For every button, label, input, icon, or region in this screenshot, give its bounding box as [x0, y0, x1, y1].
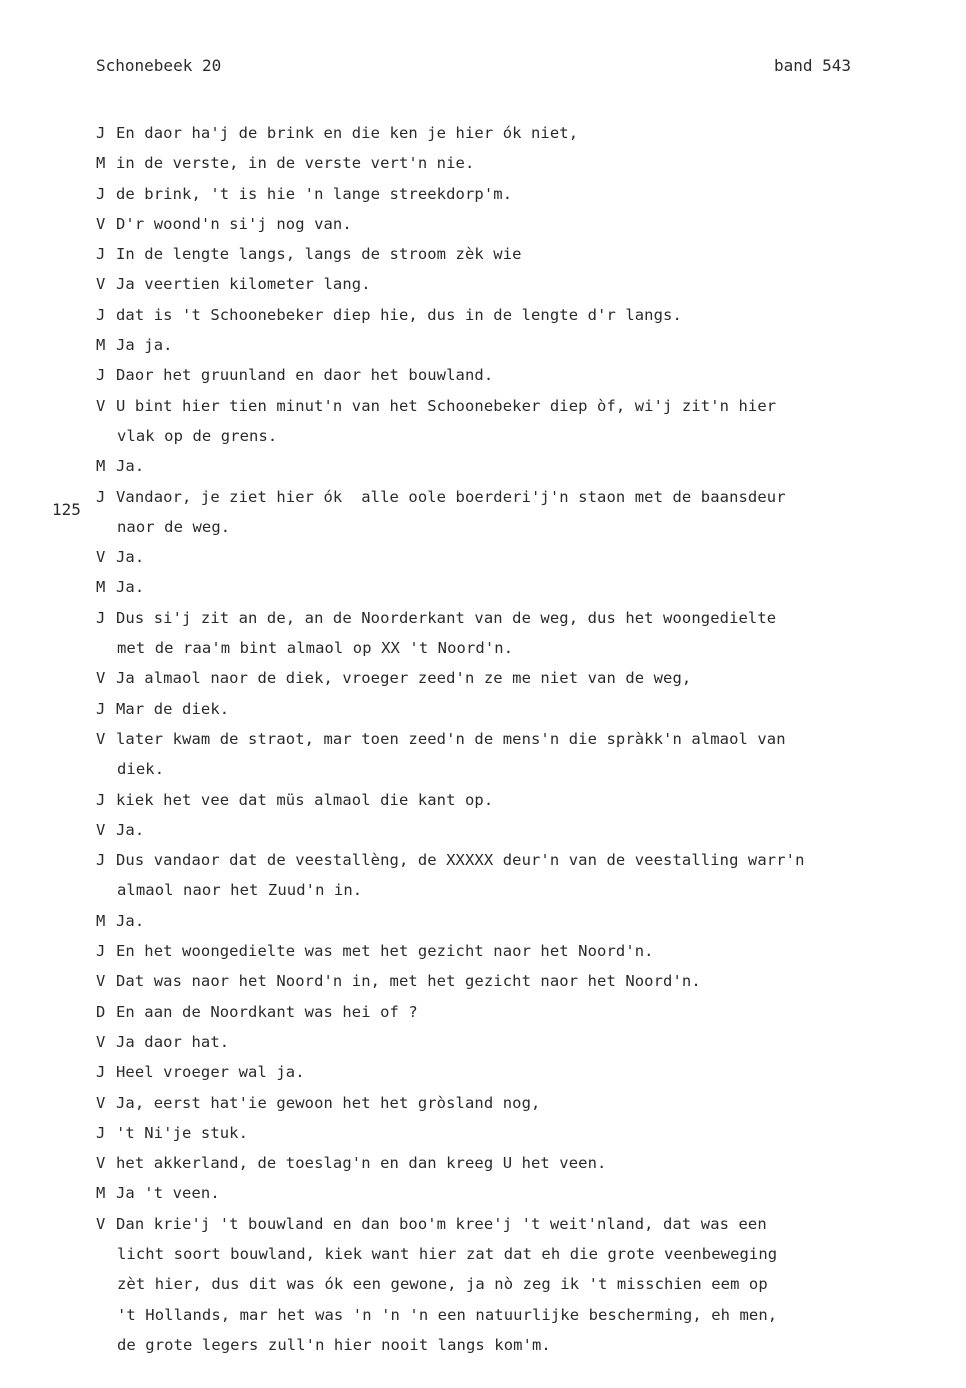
speaker-label: J	[96, 305, 106, 324]
transcript-line	[96, 179, 896, 209]
utterance-text: Vandaor, je ziet hier ók alle oole boerderi'j'n staon met de baansdeur	[116, 487, 786, 506]
utterance-text: Ja.	[116, 820, 145, 839]
utterance-text: Ja.	[116, 911, 145, 930]
utterance-text: In de lengte langs, langs de stroom zèk wie	[116, 245, 522, 264]
utterance-text: Dus vandaor dat de veestallèng, de XXXXX deur'n van de veestalling warr'n	[116, 851, 805, 870]
transcript-line	[96, 512, 896, 542]
speaker-label: M	[96, 911, 106, 930]
speaker-label: V	[96, 1093, 106, 1112]
transcript-line	[96, 875, 896, 905]
transcript-line	[96, 330, 896, 360]
transcript-line	[96, 754, 896, 784]
transcript-line	[96, 663, 896, 693]
utterance-text: de grote legers zull'n hier nooit langs kom'm.	[117, 1335, 551, 1354]
utterance-text: Ja almaol naor de diek, vroeger zeed'n ze me niet van de weg,	[116, 669, 692, 688]
utterance-text: Daor het gruunland en daor het bouwland.	[116, 366, 494, 385]
utterance-text: het akkerland, de toeslag'n en dan kreeg U het veen.	[116, 1154, 607, 1173]
speaker-label: V	[96, 1214, 106, 1233]
utterance-text: Heel vroeger wal ja.	[116, 1063, 305, 1082]
transcript-line	[96, 1239, 896, 1269]
transcript	[96, 118, 896, 1360]
transcript-line	[96, 421, 896, 451]
utterance-text: D'r woond'n si'j nog van.	[116, 214, 352, 233]
transcript-line	[96, 1330, 896, 1360]
utterance-text: 't Ni'je stuk.	[116, 1123, 249, 1142]
utterance-text: met de raa'm bint almaol op XX 't Noord'n.	[117, 639, 514, 658]
speaker-label: J	[96, 942, 106, 961]
transcript-line	[96, 1178, 896, 1208]
speaker-label: M	[96, 336, 106, 355]
speaker-label: M	[96, 1184, 106, 1203]
utterance-text: Ja.	[116, 578, 145, 597]
utterance-text: Ja.	[116, 548, 145, 567]
transcript-line	[96, 724, 896, 754]
speaker-label: J	[96, 245, 106, 264]
transcript-line	[96, 936, 896, 966]
transcript-line	[96, 906, 896, 936]
transcript-line	[96, 845, 896, 875]
utterance-text: Ja.	[116, 457, 145, 476]
speaker-label: J	[96, 487, 106, 506]
transcript-line	[96, 269, 896, 299]
utterance-text: Ja, eerst hat'ie gewoon het het gròsland nog,	[116, 1093, 541, 1112]
transcript-line	[96, 966, 896, 996]
speaker-label: J	[96, 608, 106, 627]
utterance-text: zèt hier, dus dit was ók een gewone, ja nò zeg ik 't misschien eem op	[117, 1275, 768, 1294]
utterance-text: Ja ja.	[116, 336, 173, 355]
utterance-text: Dat was naor het Noord'n in, met het gezicht naor het Noord'n.	[116, 972, 701, 991]
utterance-text: U bint hier tien minut'n van het Schoonebeker diep òf, wi'j zit'n hier	[116, 396, 777, 415]
speaker-label: J	[96, 790, 106, 809]
utterance-text: Mar de diek.	[116, 699, 230, 718]
transcript-line	[96, 815, 896, 845]
utterance-text: in de verste, in de verste vert'n nie.	[116, 154, 475, 173]
speaker-label: V	[96, 214, 106, 233]
speaker-label: J	[96, 124, 106, 142]
utterance-text: En aan de Noordkant was hei of ?	[116, 1002, 418, 1021]
speaker-label: D	[96, 1002, 106, 1021]
speaker-label: V	[96, 396, 106, 415]
transcript-line	[96, 148, 896, 178]
speaker-label: J	[96, 699, 106, 718]
transcript-line	[96, 360, 896, 390]
transcript-line	[96, 694, 896, 724]
transcript-line	[96, 1209, 896, 1239]
transcript-line	[96, 997, 896, 1027]
speaker-label: V	[96, 729, 106, 748]
utterance-text: almaol naor het Zuud'n in.	[117, 881, 363, 900]
transcript-line	[96, 1088, 896, 1118]
speaker-label: J	[96, 851, 106, 870]
utterance-text: 't Hollands, mar het was 'n 'n 'n een natuurlijke bescherming, eh men,	[117, 1305, 778, 1324]
transcript-line	[96, 603, 896, 633]
transcript-line	[96, 633, 896, 663]
utterance-text: Ja daor hat.	[116, 1032, 230, 1051]
utterance-text: Ja 't veen.	[116, 1184, 220, 1203]
speaker-label: V	[96, 548, 106, 567]
speaker-label: J	[96, 1063, 106, 1082]
speaker-label: V	[96, 972, 106, 991]
transcript-line	[96, 300, 896, 330]
transcript-line	[96, 1118, 896, 1148]
transcript-line	[96, 785, 896, 815]
utterance-text: vlak op de grens.	[117, 426, 278, 445]
utterance-text: later kwam de straot, mar toen zeed'n de mens'n die spràkk'n almaol van	[116, 729, 786, 748]
transcript-line	[96, 572, 896, 602]
utterance-text: diek.	[117, 760, 165, 779]
speaker-label: V	[96, 1154, 106, 1173]
speaker-label: J	[96, 366, 106, 385]
utterance-text: Ja veertien kilometer lang.	[116, 275, 371, 294]
transcript-line	[96, 391, 896, 421]
utterance-text: Dan krie'j 't bouwland en dan boo'm kree'j 't weit'nland, dat was een	[116, 1214, 767, 1233]
utterance-text: Dus si'j zit an de, an de Noorderkant van de weg, dus het woongedielte	[116, 608, 777, 627]
document-header-left: Schonebeek 20	[96, 56, 222, 75]
transcript-line	[96, 542, 896, 572]
transcript-line	[96, 209, 896, 239]
speaker-label: V	[96, 669, 106, 688]
speaker-label: V	[96, 275, 106, 294]
utterance-text: En daor ha'j de brink en die ken je hier ók niet,	[116, 124, 579, 142]
transcript-line	[96, 1148, 896, 1178]
speaker-label: M	[96, 154, 106, 173]
speaker-label: M	[96, 457, 106, 476]
transcript-line	[96, 118, 896, 148]
speaker-label: V	[96, 1032, 106, 1051]
transcript-line	[96, 239, 896, 269]
utterance-text: kiek het vee dat müs almaol die kant op.	[116, 790, 494, 809]
transcript-line	[96, 1269, 896, 1299]
speaker-label: J	[96, 184, 106, 203]
transcript-line	[96, 482, 896, 512]
transcript-line	[96, 1027, 896, 1057]
speaker-label: V	[96, 820, 106, 839]
utterance-text: de brink, 't is hie 'n lange streekdorp'm.	[116, 184, 513, 203]
margin-page-number: 125	[52, 500, 81, 519]
speaker-label: M	[96, 578, 106, 597]
utterance-text: dat is 't Schoonebeker diep hie, dus in de lengte d'r langs.	[116, 305, 682, 324]
speaker-label: J	[96, 1123, 106, 1142]
transcript-line	[96, 451, 896, 481]
utterance-text: naor de weg.	[117, 517, 231, 536]
transcript-line	[96, 1300, 896, 1330]
transcript-line	[96, 1057, 896, 1087]
utterance-text: En het woongedielte was met het gezicht naor het Noord'n.	[116, 942, 654, 961]
utterance-text: licht soort bouwland, kiek want hier zat dat eh die grote veenbeweging	[117, 1244, 778, 1263]
document-header-right: band 543	[774, 56, 852, 75]
